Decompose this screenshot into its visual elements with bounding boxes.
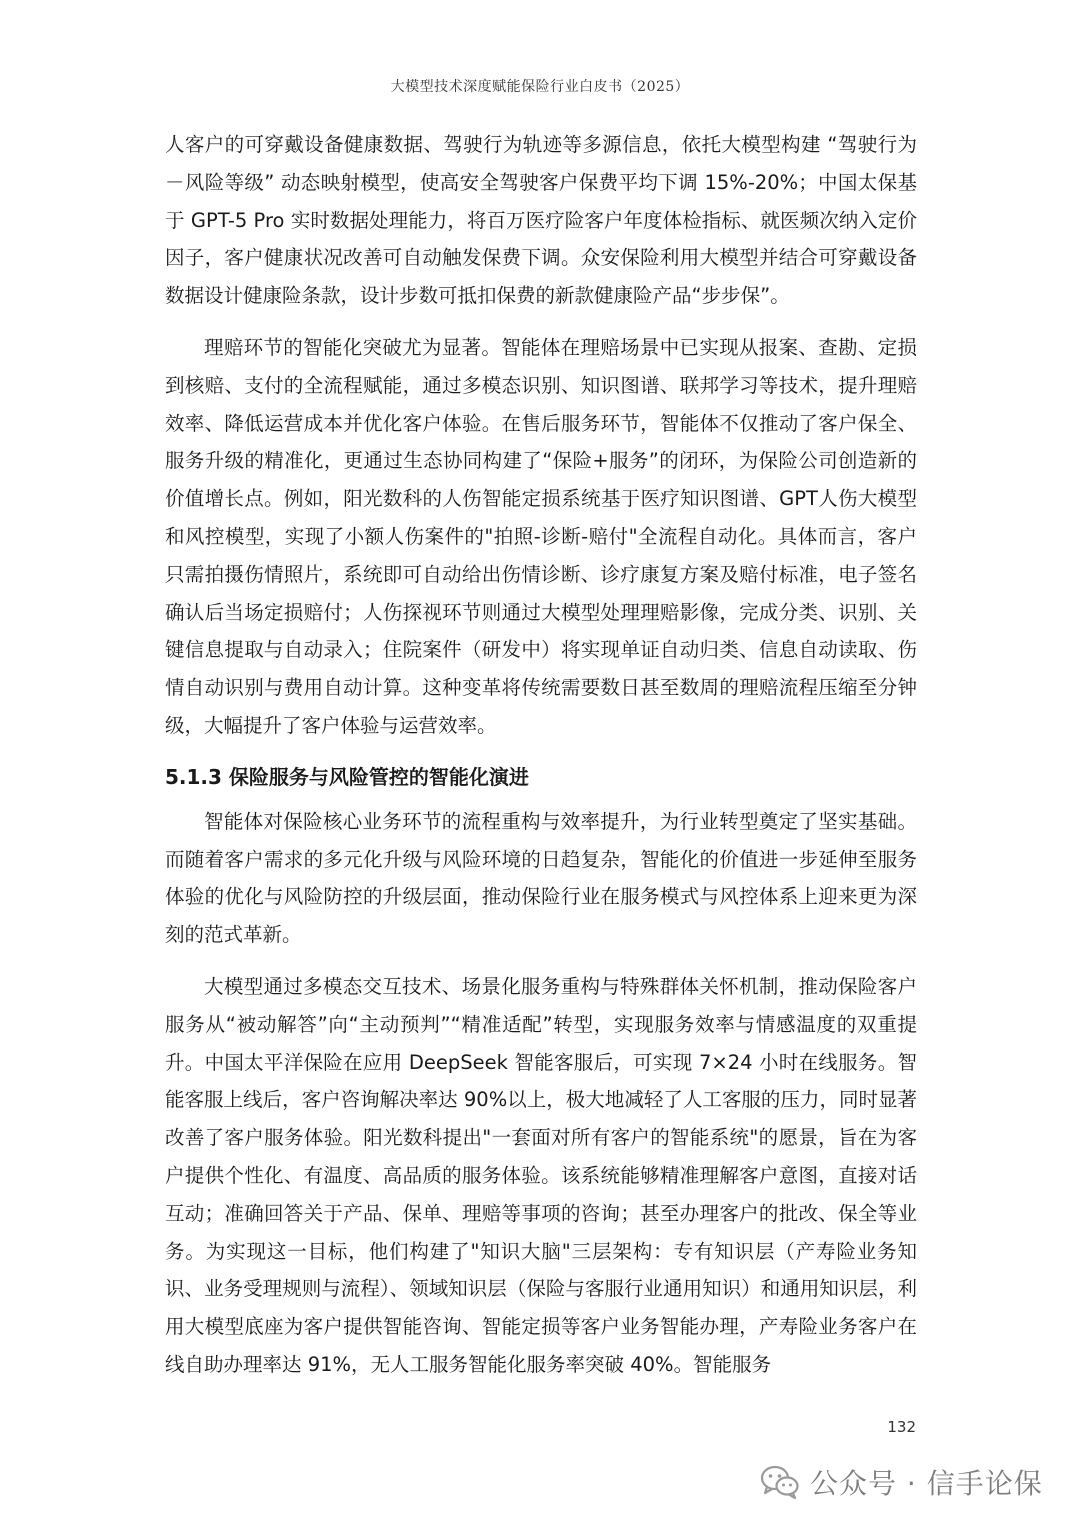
wechat-icon bbox=[760, 1464, 800, 1500]
watermark-text: 公众号 · 信手论保 bbox=[810, 1467, 1043, 1500]
body-paragraph: 大模型通过多模态交互技术、场景化服务重构与特殊群体关怀机制，推动保险客户服务从“被动解答”向“主动预判”“精准适配”转型，实现服务效率与情感温度的双重提升。中国太平洋保险在应用 DeepSeek 智能客服后，可实现 7×24 小时在线服务。智能客服上线后，客户咨询解决率达 90%以上，极大地减轻了人工客服的压力，同时显著改善了客户服务体验。阳光数科提出"一套面对所有客户的智能系统"的愿景，旨在为客户提供个性化、有温度、高品质的服务体验。该系统能够精准理解客户意图，直接对话互动；准确回答关于产品、保单、理赔等事项的咨询；甚至办理客户的批改、保全等业务。为实现这一目标，他们构建了"知识大脑"三层架构：专有知识层（产寿险业务知识、业务受理规则与流程）、领域知识层（保险与客服行业通用知识）和通用知识层，利用大模型底座为客户提供智能咨询、智能定损等客户业务智能办理，产寿险业务客户在线自助办理率达 91%，无人工服务智能化服务率突破 40%。智能服务 bbox=[165, 974, 917, 1376]
watermark bbox=[760, 1460, 1043, 1504]
page-body bbox=[165, 126, 917, 1384]
paragraph-gap bbox=[165, 315, 917, 329]
page-number: 132 bbox=[887, 1418, 916, 1436]
paragraph-gap bbox=[165, 954, 917, 968]
body-paragraph: 人客户的可穿戴设备健康数据、驾驶行为轨迹等多源信息，依托大模型构建 “驾驶行为－风险等级” 动态映射模型，使高安全驾驶客户保费平均下调 15%-20%；中国太保基于 GPT-5 Pro 实时数据处理能力，将百万医疗险客户年度体检指标、就医频次纳入定价因子，客户健康状况改善可自动触发保费下调。众安保险利用大模型并结合可穿戴设备数据设计健康险条款，设计步数可抵扣保费的新款健康险产品“步步保”。 bbox=[165, 133, 917, 308]
body-paragraph: 智能体对保险核心业务环节的流程重构与效率提升，为行业转型奠定了坚实基础。而随着客户需求的多元化升级与风险环境的日趋复杂，智能化的价值进一步延伸至服务体验的优化与风险防控的升级层面，推动保险行业在服务模式与风控体系上迎来更为深刻的范式革新。 bbox=[165, 809, 917, 947]
running-header: 大模型技术深度赋能保险行业白皮书（2025） bbox=[390, 79, 690, 95]
body-paragraph: 理赔环节的智能化突破尤为显著。智能体在理赔场景中已实现从报案、查勘、定损到核赔、支付的全流程赋能，通过多模态识别、知识图谱、联邦学习等技术，提升理赔效率、降低运营成本并优化客户体验。在售后服务环节，智能体不仅推动了客户保全、服务升级的精准化，更通过生态协同构建了“保险+服务”的闭环，为保险公司创造新的价值增长点。例如，阳光数科的人伤智能定损系统基于医疗知识图谱、GPT人伤大模型和风控模型，实现了小额人伤案件的"拍照-诊断-赔付"全流程自动化。具体而言，客户只需拍摄伤情照片，系统即可自动给出伤情诊断、诊疗康复方案及赔付标准，电子签名确认后当场定损赔付；人伤探视环节则通过大模型处理理赔影像，完成分类、识别、关键信息提取与自动录入；住院案件（研发中）将实现单证自动归类、信息自动读取、伤情自动识别与费用自动计算。这种变革将传统需要数日甚至数周的理赔流程压缩至分钟级，大幅提升了客户体验与运营效率。 bbox=[165, 335, 917, 737]
section-heading: 5.1.3 保险服务与风险管控的智能化演进 bbox=[165, 764, 529, 789]
